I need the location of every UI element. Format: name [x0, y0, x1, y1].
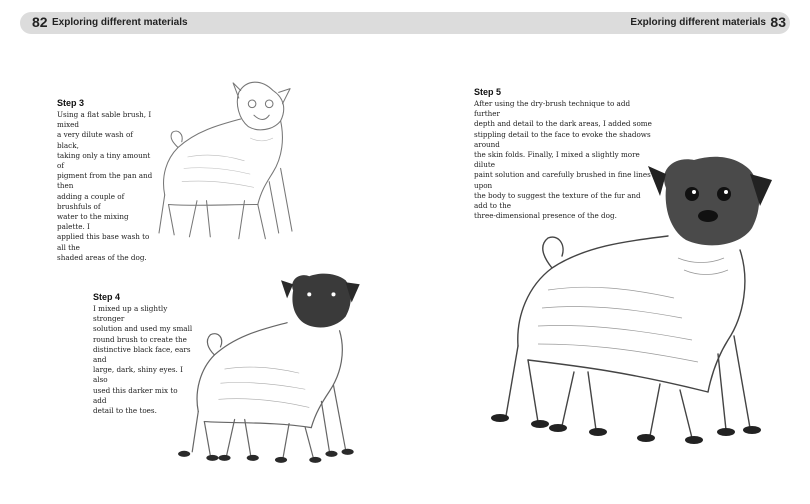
pug-dark-face-icon: [168, 250, 390, 472]
step-5-body: After using the dry-brush technique to add further depth and detail to the dark areas, I added some stippling detail to the face to evoke the shadows around the skin folds. Finally, I mixed a slightly more dilute paint solution and carefully brushed in fine lines upon the body to suggest the texture of the fur and add to the three-dimensional presence of the dog.: [474, 99, 652, 221]
step-3-title: Step 3: [57, 98, 85, 108]
right-page-number: 83: [770, 14, 786, 30]
pug-light-wash-icon: [140, 62, 330, 252]
pug-finished-icon: [478, 140, 788, 456]
step-4-body: I mixed up a slightly stronger solution and used my small round brush to create the distinctive black face, ears and large, dark, shiny eyes. I also used this darker mix to add detail to the toes.: [93, 304, 193, 416]
step-4-title: Step 4: [93, 292, 121, 302]
right-running-title: Exploring different materials: [630, 17, 766, 28]
step-3-body: Using a flat sable brush, I mixed a very dilute wash of black, taking only a tiny amount of pigment from the pan and then adding a couple of brushfuls of water to the mixing palette. I applied this base wash to all the shaded areas of the dog.: [57, 110, 153, 262]
left-running-title: Exploring different materials: [52, 17, 188, 28]
step-5-title: Step 5: [474, 87, 502, 97]
left-page-number: 82: [32, 14, 48, 30]
